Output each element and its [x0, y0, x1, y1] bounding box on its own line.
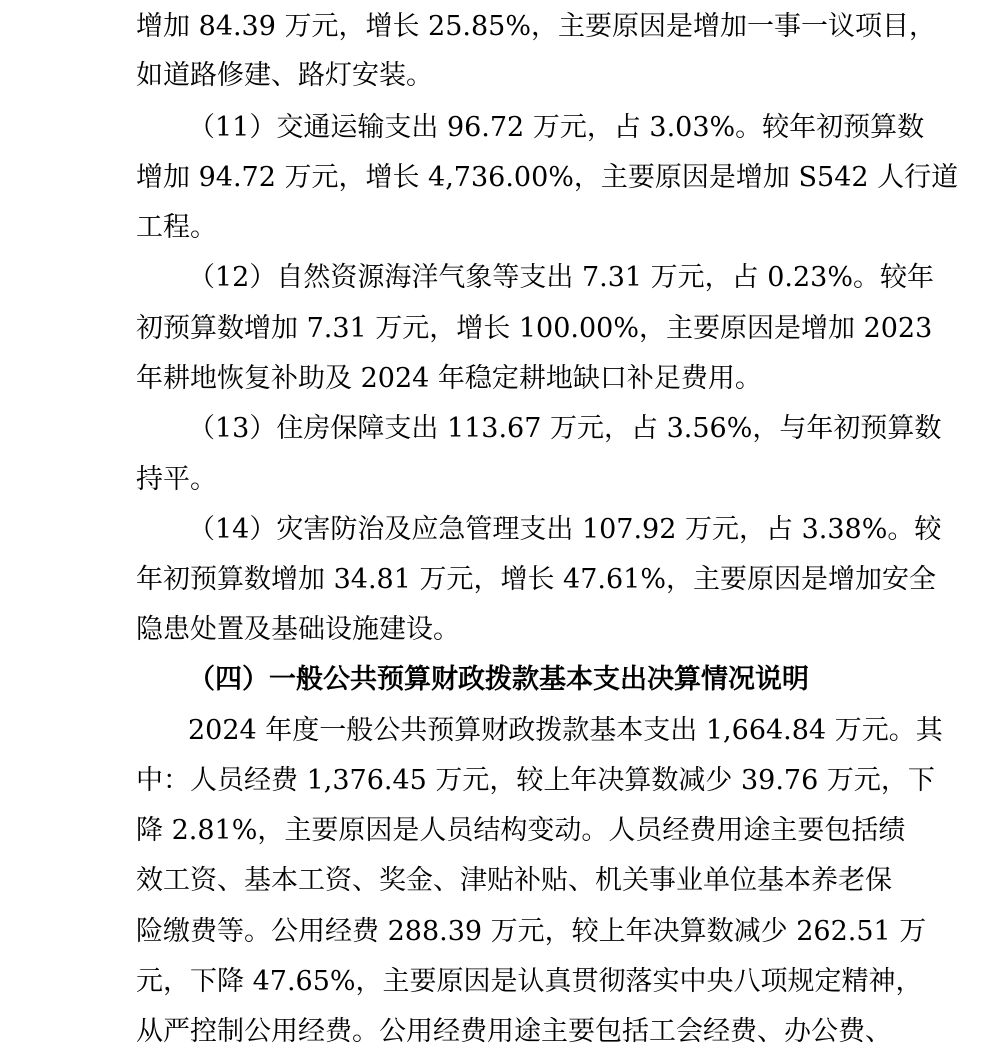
text-line: （11）交通运输支出 96.72 万元，占 3.03%。较年初预算数 [188, 112, 925, 143]
text-line: 工程。 [136, 212, 217, 243]
text-line: 如道路修建、路灯安装。 [136, 60, 433, 91]
text-line: 2024 年度一般公共预算财政拨款基本支出 1,664.84 万元。其 [188, 715, 943, 746]
text-line: 持平。 [136, 464, 217, 495]
text-line: 元，下降 47.65%，主要原因是认真贯彻落实中央八项规定精神， [136, 966, 923, 997]
text-line: 隐患处置及基础设施建设。 [136, 614, 460, 645]
text-line: 中：人员经费 1,376.45 万元，较上年决算数减少 39.76 万元，下 [136, 765, 935, 796]
text-line: 效工资、基本工资、奖金、津贴补贴、机关事业单位基本养老保 [136, 865, 892, 896]
text-line: （13）住房保障支出 113.67 万元，占 3.56%，与年初预算数 [188, 413, 942, 444]
text-line: 险缴费等。公用经费 288.39 万元，较上年决算数减少 262.51 万 [136, 916, 927, 947]
text-line: 年耕地恢复补助及 2024 年稳定耕地缺口补足费用。 [136, 363, 762, 394]
text-line: （14）灾害防治及应急管理支出 107.92 万元，占 3.38%。较 [188, 514, 942, 545]
text-line: 增加 94.72 万元，增长 4,736.00%，主要原因是增加 S542 人行道 [136, 162, 959, 193]
section-heading: （四）一般公共预算财政拨款基本支出决算情况说明 [188, 664, 809, 695]
text-line: 从严控制公用经费。公用经费用途主要包括工会经费、办公费、 [136, 1016, 892, 1047]
text-line: 初预算数增加 7.31 万元，增长 100.00%，主要原因是增加 2023 [136, 313, 933, 344]
text-line: 增加 84.39 万元，增长 25.85%，主要原因是增加一事一议项目， [136, 11, 936, 42]
text-line: 年初预算数增加 34.81 万元，增长 47.61%，主要原因是增加安全 [136, 564, 936, 595]
text-line: 降 2.81%，主要原因是人员结构变动。人员经费用途主要包括绩 [136, 815, 906, 846]
text-line: （12）自然资源海洋气象等支出 7.31 万元，占 0.23%。较年 [188, 262, 934, 293]
document-page [136, 0, 959, 1059]
